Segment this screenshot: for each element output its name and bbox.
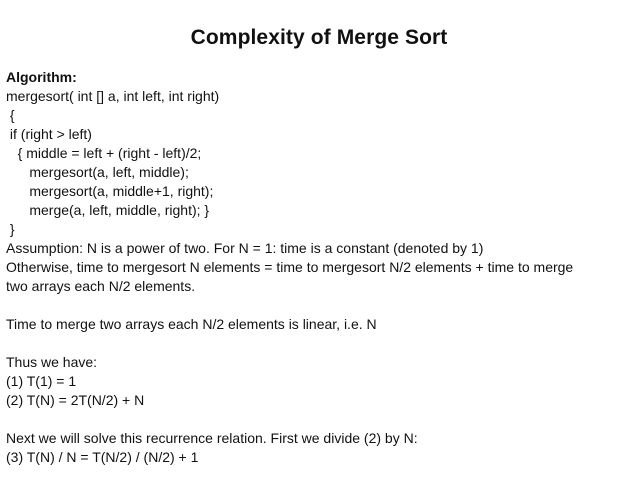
code-line: if (right > left) [6, 126, 92, 142]
spacer [6, 296, 632, 315]
code-block [6, 87, 632, 239]
otherwise-text-line2: two arrays each N/2 elements. [6, 278, 196, 294]
code-line: { [6, 107, 15, 123]
code-line: merge(a, left, middle, right); } [6, 202, 210, 218]
thus-intro-text: Thus we have: [6, 354, 98, 370]
equation-1: (1) T(1) = 1 [6, 373, 77, 389]
slide-title: Complexity of Merge Sort [190, 26, 448, 49]
code-line: mergesort( int [] a, int left, int right) [6, 88, 220, 104]
equation-2: (2) T(N) = 2T(N/2) + N [6, 392, 145, 408]
spacer [6, 334, 632, 353]
code-line: mergesort(a, middle+1, right); [6, 183, 214, 199]
slide-content [6, 68, 632, 467]
assumption-text: Assumption: N is a power of two. For N = 1: time is a constant (denoted by 1) [6, 240, 484, 256]
merge-time-text: Time to merge two arrays each N/2 elements is linear, i.e. N [6, 316, 377, 332]
spacer [6, 410, 632, 429]
next-step-text: Next we will solve this recurrence relation. First we divide (2) by N: [6, 430, 418, 446]
equation-3: (3) T(N) / N = T(N/2) / (N/2) + 1 [6, 449, 199, 465]
code-line: } [6, 221, 15, 237]
code-line: mergesort(a, left, middle); [6, 164, 189, 180]
otherwise-text-line1: Otherwise, time to mergesort N elements = time to mergesort N/2 elements + time to merge [6, 259, 574, 275]
code-line: { middle = left + (right - left)/2; [6, 145, 202, 161]
algorithm-heading: Algorithm: [6, 69, 77, 85]
